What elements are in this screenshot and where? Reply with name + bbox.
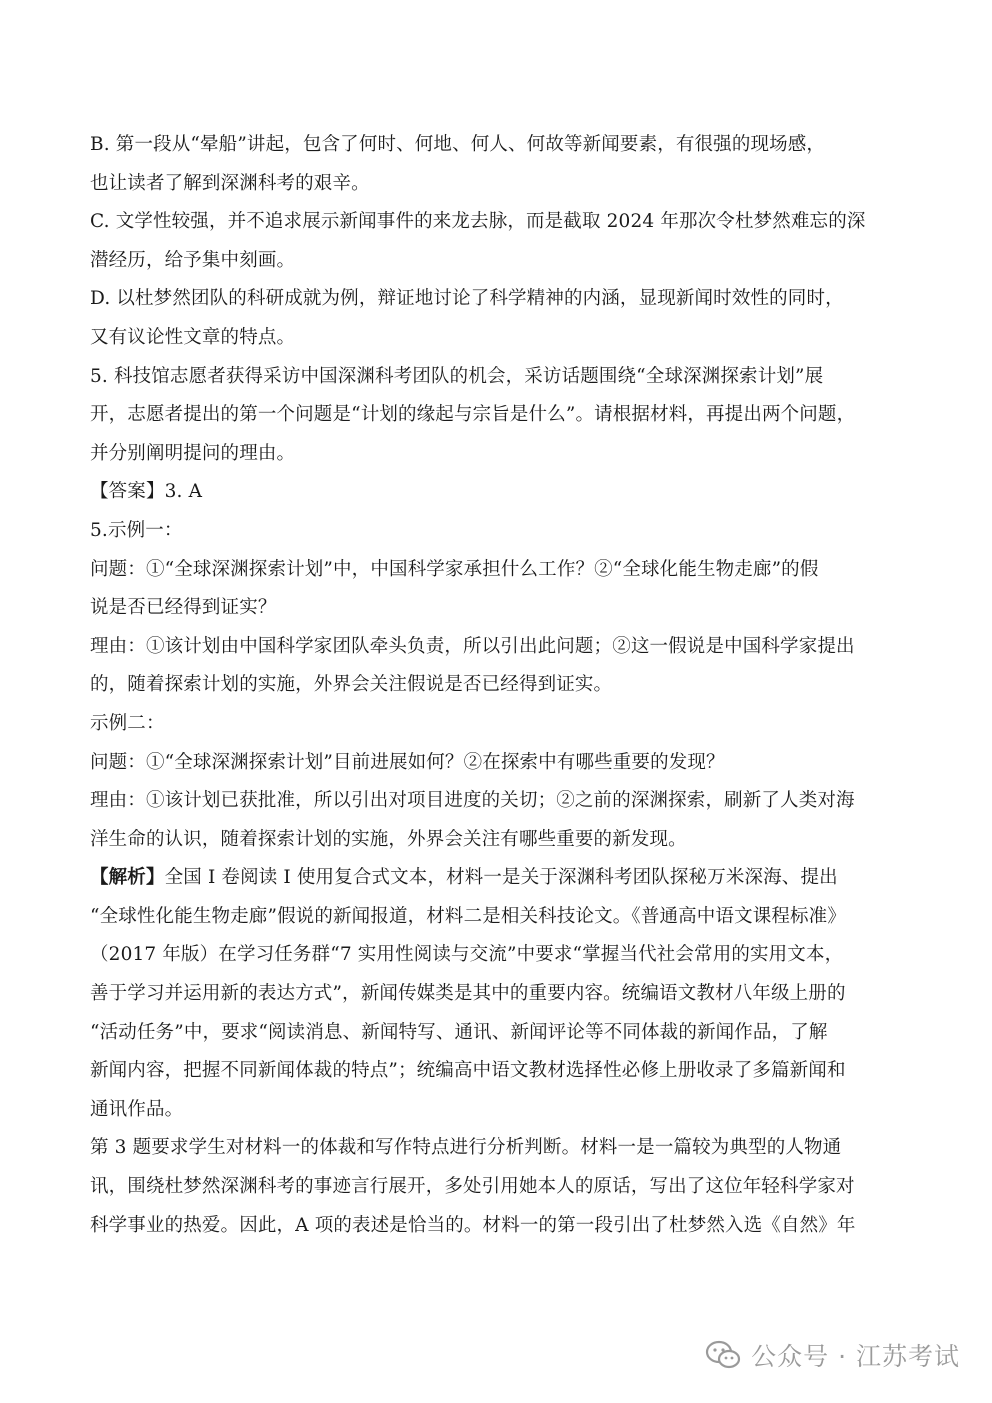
text-line: 洋生命的认识，随着探索计划的实施，外界会关注有哪些重要的新发现。 (90, 828, 687, 850)
wechat-icon (705, 1340, 741, 1370)
question-5-line: 并分别阐明提问的理由。 (90, 442, 296, 464)
watermark-text: 公众号 · 江苏考试 (751, 1342, 960, 1371)
text-line: C. 文学性较强，并不追求展示新闻事件的来龙去脉，而是截取 2024 年那次令杜梦然难忘的深 (90, 211, 866, 233)
example-heading: 示例二： (90, 712, 165, 734)
text-line: 第 3 题要求学生对材料一的体裁和写作特点进行分析判断。材料一是一篇较为典型的人物通 (90, 1137, 842, 1159)
example-heading: 5.示例一： (90, 519, 183, 541)
analysis-text: 全国 I 卷阅读 I 使用复合式文本，材料一是关于深渊科考团队探秘万米深海、提出 (164, 867, 838, 889)
watermark (705, 1337, 960, 1373)
text-line: 善于学习并运用新的表达方式”，新闻传媒类是其中的重要内容。统编语文教材八年级上册的 (90, 983, 846, 1005)
analysis-line (90, 859, 905, 898)
answer-line: 【答案】3. A (90, 481, 203, 503)
text-line: 的，随着探索计划的实施，外界会关注假说是否已经得到证实。 (90, 674, 613, 696)
text-line: 讯，围绕杜梦然深渊科考的事迹言行展开，多处引用她本人的原话，写出了这位年轻科学家对 (90, 1176, 855, 1198)
analysis-label: 【解析】 (90, 867, 165, 889)
text-line: 通讯作品。 (90, 1098, 184, 1120)
text-line: 问题：①“全球深渊探索计划”中，中国科学家承担什么工作？②“全球化能生物走廊”的假 (90, 558, 819, 580)
text-line: 潜经历，给予集中刻画。 (90, 249, 296, 271)
text-line: 理由：①该计划由中国科学家团队牵头负责，所以引出此问题；②这一假说是中国科学家提出 (90, 635, 855, 657)
text-line: D. 以杜梦然团队的科研成就为例，辩证地讨论了科学精神的内涵，显现新闻时效性的同时， (90, 288, 844, 310)
text-line: 又有议论性文章的特点。 (90, 326, 296, 348)
question-5-line: 5. 科技馆志愿者获得采访中国深渊科考团队的机会，采访话题围绕“全球深渊探索计划”展 (90, 365, 824, 387)
text-line: 理由：①该计划已获批准，所以引出对项目进度的关切；②之前的深渊探索，刷新了人类对海 (90, 790, 855, 812)
text-line: 问题：①“全球深渊探索计划”目前进展如何？②在探索中有哪些重要的发现？ (90, 751, 725, 773)
text-line: 说是否已经得到证实？ (90, 597, 277, 619)
text-line: 也让读者了解到深渊科考的艰辛。 (90, 172, 370, 194)
document-body (90, 126, 905, 1245)
question-5-line: 开，志愿者提出的第一个问题是“计划的缘起与宗旨是什么”。请根据材料，再提出两个问题， (90, 404, 856, 426)
text-line: “全球性化能生物走廊”假说的新闻报道，材料二是相关科技论文。《普通高中语文课程标准》 (90, 905, 846, 927)
text-line: 新闻内容，把握不同新闻体裁的特点”；统编高中语文教材选择性必修上册收录了多篇新闻和 (90, 1060, 846, 1082)
text-line: （2017 年版）在学习任务群“7 实用性阅读与交流”中要求“掌握当代社会常用的实用文本， (90, 944, 844, 966)
text-line: 科学事业的热爱。因此，A 项的表述是恰当的。材料一的第一段引出了杜梦然入选《自然》年 (90, 1214, 856, 1236)
text-line: B. 第一段从“晕船”讲起，包含了何时、何地、何人、何故等新闻要素，有很强的现场感， (90, 134, 826, 155)
text-line: “活动任务”中，要求“阅读消息、新闻特写、通讯、新闻评论等不同体裁的新闻作品，了解 (90, 1021, 828, 1043)
